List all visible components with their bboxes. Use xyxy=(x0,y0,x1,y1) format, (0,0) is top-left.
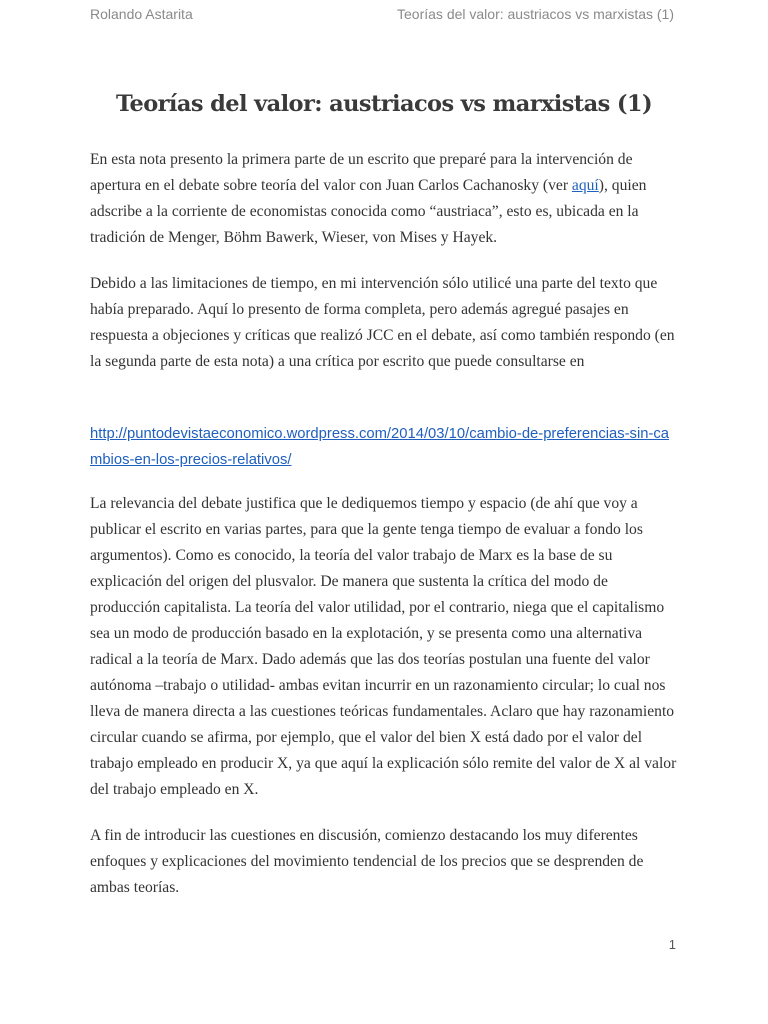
paragraph-1-text-start: En esta nota presento la primera parte de un escrito que preparé para la intervención de apertura en el debate sobre teoría del valor con Juan Carlos Cachanosky (ver xyxy=(90,151,633,194)
page-header xyxy=(90,6,674,24)
page-number: 1 xyxy=(668,937,676,952)
paragraph-3: La relevancia del debate justifica que le dediquemos tiempo y espacio (de ahí que voy a publicar el escrito en varias partes, para que la gente tenga tiempo de evaluar a fondo los argumentos). Como es conocido, la teoría del valor trabajo de Marx es la base de su explicación del origen del plusvalor. De manera que sustenta la crítica del modo de producción capitalista. La teoría del valor utilidad, por el contrario, niega que el capitalismo sea un modo de producción basado en la explotación, y se presenta como una alternativa radical a la teoría de Marx. Dado además que las dos teorías postulan una fuente del valor autónoma –trabajo o utilidad- ambas evitan incurrir en un razonamiento circular; lo cual nos lleva de manera directa a las cuestiones teóricas fundamentales. Aclaro que hay razonamiento circular cuando se afirma, por ejemplo, que el valor del bien X está dado por el valor del trabajo empleado en producir X, ya que aquí la explicación sólo remite del valor de X al valor del trabajo empleado en X. xyxy=(90,495,677,798)
header-author: Rolando Astarita xyxy=(90,6,193,22)
paragraph-2: Debido a las limitaciones de tiempo, en mi intervención sólo utilicé una parte del texto que había preparado. Aquí lo presento de forma completa, pero además agregué pasajes en respuesta a objeciones y críticas que realizó JCC en el debate, así como también respondo (en la segunda parte de esta nota) a una crítica por escrito que puede consultarse en xyxy=(90,275,675,370)
header-running-title: Teorías del valor: austriacos vs marxistas (1) xyxy=(397,6,674,22)
document-title: Teorías del valor: austriacos vs marxistas (1) xyxy=(115,91,653,117)
aqui-link[interactable]: aquí xyxy=(571,177,599,194)
paragraph-4: A fin de introducir las cuestiones en discusión, comienzo destacando los muy diferentes enfoques y explicaciones del movimiento tendencial de los precios que se desprenden de ambas teorías. xyxy=(90,827,644,896)
paragraph-1 xyxy=(90,147,680,251)
source-url-link[interactable]: http://puntodevistaeconomico.wordpress.com/2014/03/10/cambio-de-preferencias-sin-cambios-en-los-precios-relativos/ xyxy=(90,426,670,468)
paragraph-1-text-end: ), quien adscribe a la corriente de economistas conocida como “austriaca”, esto es, ubicada en la tradición de Menger, Böhm Bawerk, Wieser, von Mises y Hayek. xyxy=(90,177,647,246)
